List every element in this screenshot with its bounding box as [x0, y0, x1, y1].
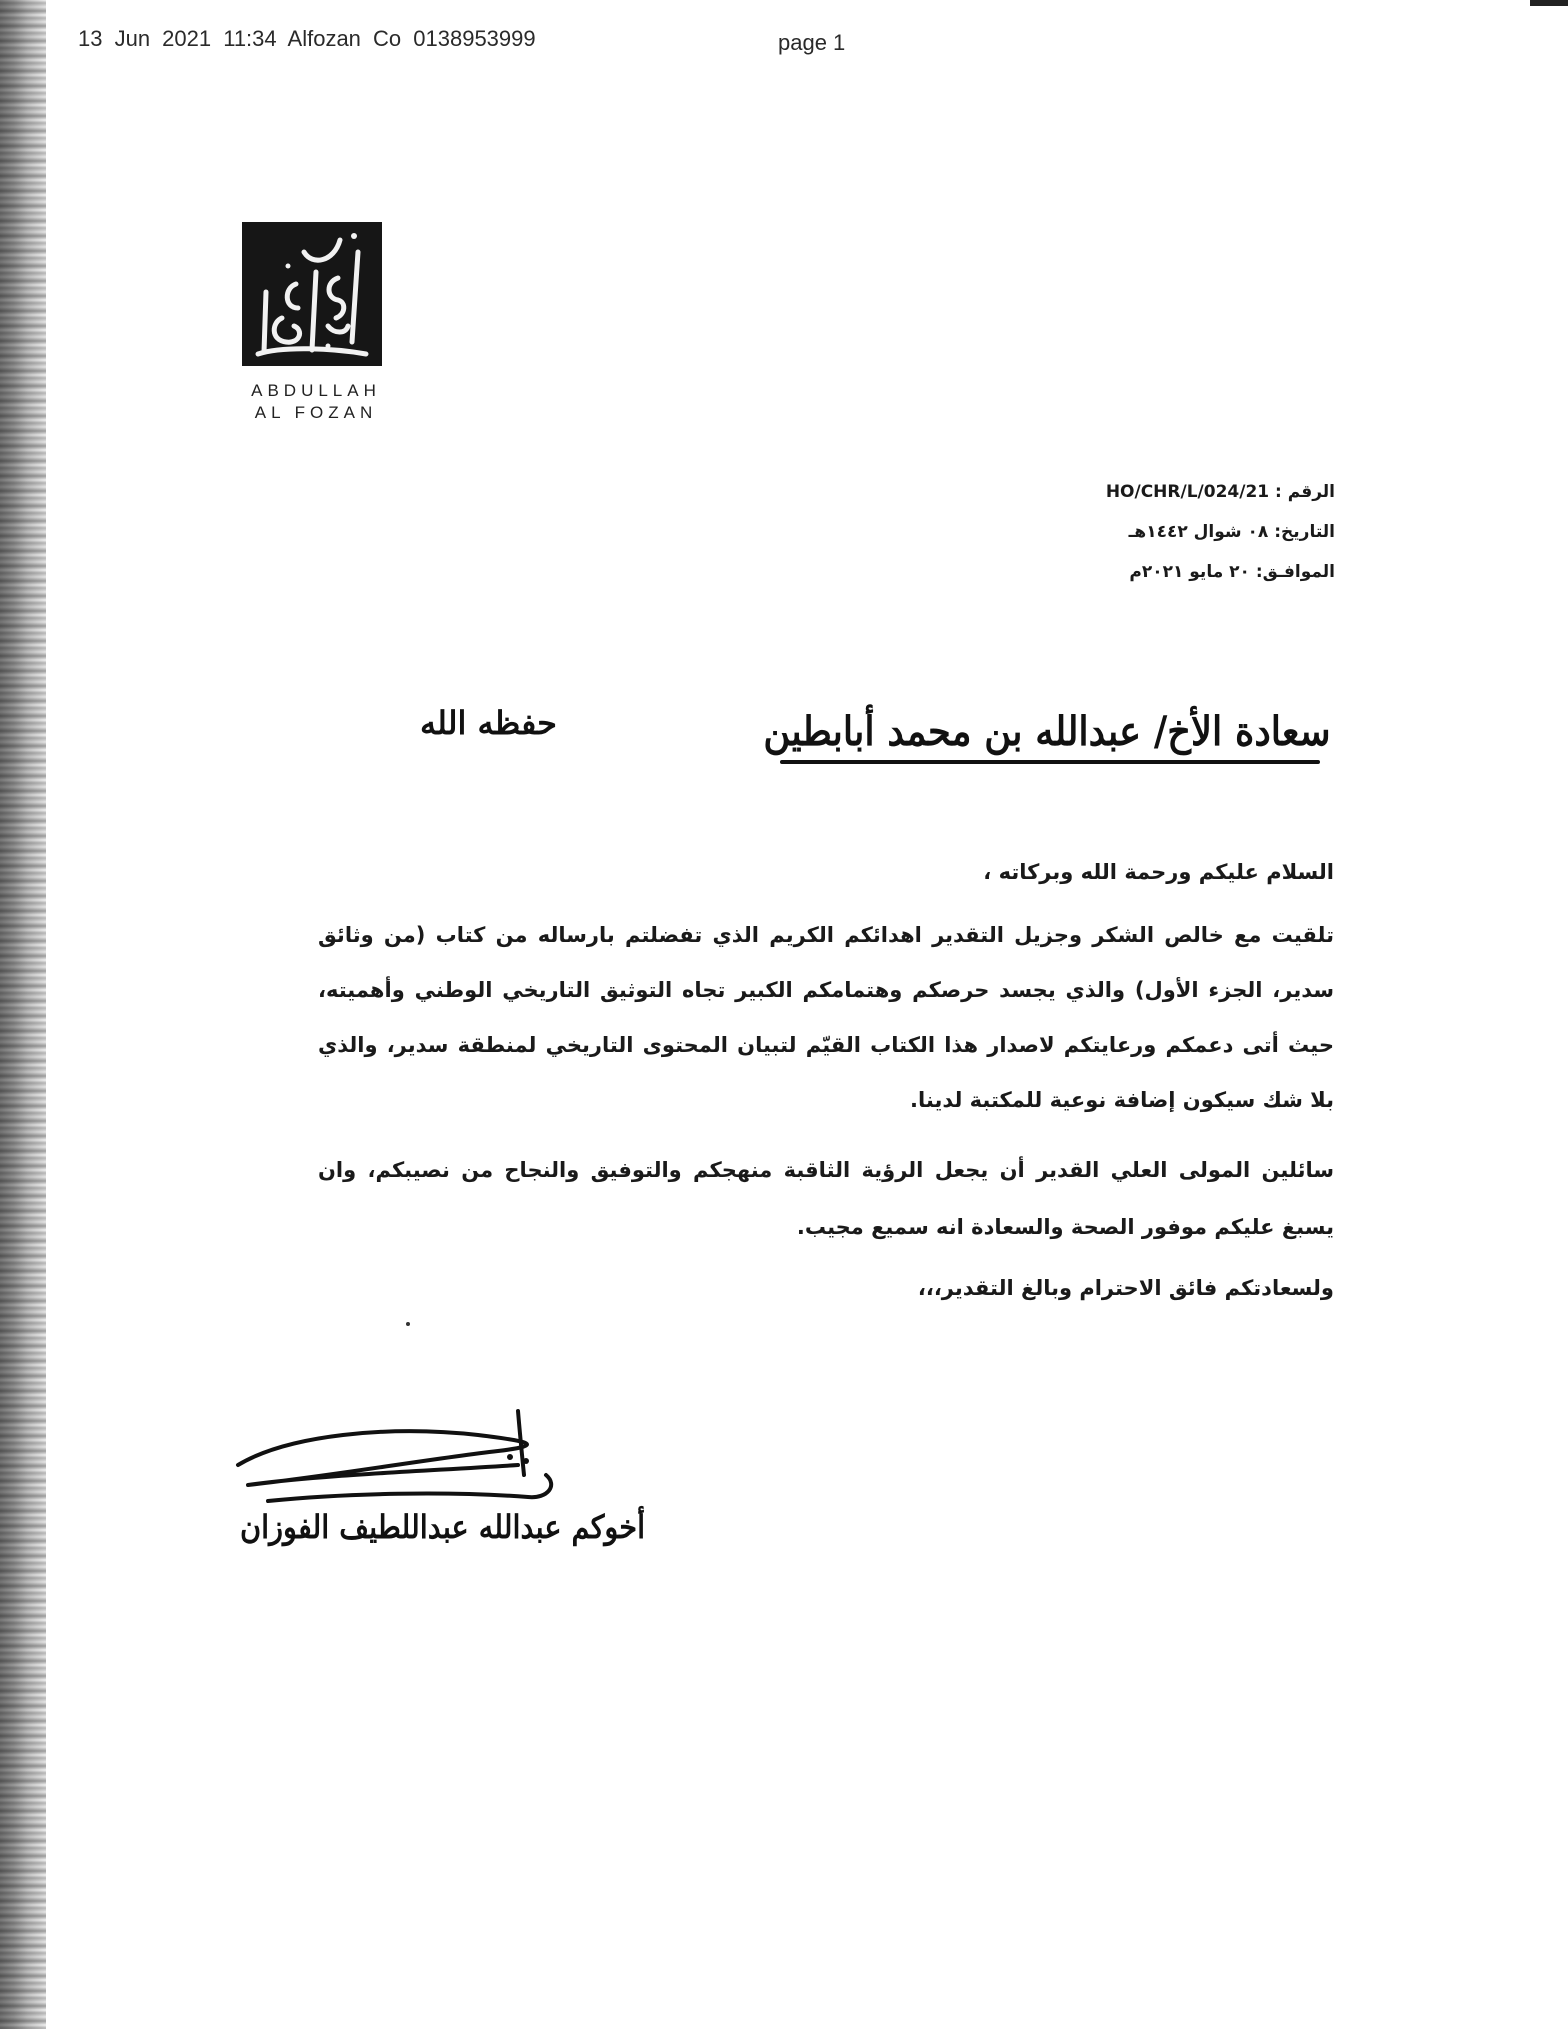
letter-body [318, 850, 1334, 1310]
scan-corner-mark [1530, 0, 1568, 6]
reference-corresponding-value: ٢٠ مايو ٢٠٢١م [1129, 562, 1250, 582]
logo-line-2: AL FOZAN [254, 403, 378, 422]
letter-greeting: السلام عليكم ورحمة الله وبركاته ، [983, 860, 1334, 884]
reference-date-label: التاريخ: [1274, 522, 1335, 542]
reference-number-row [935, 472, 1335, 512]
fax-page-number: page 1 [778, 30, 846, 55]
recipient-salutation: سعادة الأخ/ عبدالله بن محمد أبابطين [763, 708, 1331, 755]
letter-paragraph-1: تلقيت مع خالص الشكر وجزيل التقدير اهدائكم الكريم الذي تفضلتم بارساله من كتاب (من وثائق سدير، الجزء الأول) والذي يجسد حرصكم وهتمامكم الكبير تجاه التوثيق التاريخي الوطني وأهميته، حيث أتى دعمكم ورعايتكم لاصدار هذا الكتاب القيّم لتبيان المحتوى التاريخي لمنطقة سدير، والذي بلا شك سيكون إضافة نوعية للمكتبة لدينا. [318, 923, 1334, 1112]
reference-corresponding-label: الموافـق: [1255, 562, 1335, 582]
scan-speck [406, 1322, 410, 1326]
reference-number-value: HO/CHR/L/024/21 [1105, 482, 1270, 502]
logo-wordmark [236, 380, 396, 424]
reference-date-row [935, 512, 1335, 552]
reference-corresponding-row [935, 552, 1335, 592]
logo-line-1: ABDULLAH [251, 381, 381, 400]
letter-closing: ولسعادتكم فائق الاحترام وبالغ التقدير،،، [917, 1276, 1334, 1300]
reference-block [935, 472, 1335, 592]
fax-header-line: 13 Jun 2021 11:34 Alfozan Co 0138953999 [78, 26, 536, 51]
signer-name: أخوكم عبدالله عبداللطيف الفوزان [240, 1508, 646, 1546]
reference-number-label: الرقم : [1275, 482, 1335, 502]
reference-date-value: ٠٨ شوال ١٤٤٢هـ [1128, 522, 1269, 542]
calligraphy-logo-icon [242, 222, 382, 366]
recipient-underline-stroke [780, 760, 1320, 764]
recipient-honorific: حفظه الله [420, 704, 557, 742]
scan-edge-shadow [0, 0, 46, 2029]
letter-paragraph-2: سائلين المولى العلي القدير أن يجعل الرؤية الثاقبة منهجكم والتوفيق والنجاح من نصيبكم، وان يسبغ عليكم موفور الصحة والسعادة انه سميع مجيب. [318, 1158, 1334, 1239]
